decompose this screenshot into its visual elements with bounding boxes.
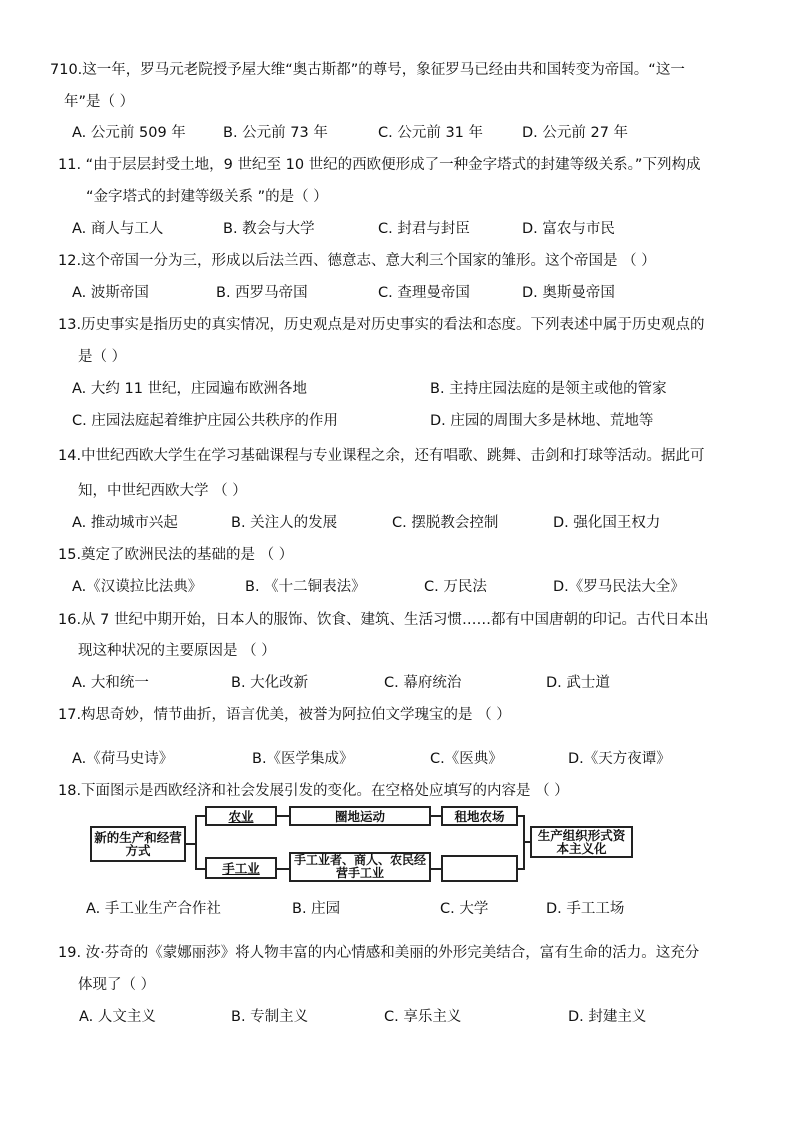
connector: [277, 815, 289, 817]
question-11-option-d[interactable]: D. 富农与市民: [522, 221, 615, 237]
question-19-stem: 19. 汝·芬奇的《蒙娜丽莎》将人物丰富的内心情感和美丽的外形完美结合，富有生命的活力。这充分: [58, 945, 700, 961]
question-11-stem-cont: “金字塔式的封建等级关系 ”的是（ ）: [86, 189, 328, 205]
diagram-box-handicraft: 手工业: [205, 857, 277, 879]
question-15-stem: 15.奠定了欧洲民法的基础的是 （ ）: [58, 547, 294, 563]
connector: [195, 868, 205, 870]
question-10-option-d[interactable]: D. 公元前 27 年: [522, 125, 629, 141]
question-12-option-d[interactable]: D. 奥斯曼帝国: [522, 285, 615, 301]
question-19-option-c[interactable]: C. 享乐主义: [384, 1009, 462, 1025]
question-18-stem: 18.下面图示是西欧经济和社会发展引发的变化。在空格处应填写的内容是 （ ）: [58, 783, 569, 799]
connector: [431, 868, 441, 870]
question-17-option-d[interactable]: D.《天方夜谭》: [568, 751, 671, 767]
connector: [277, 868, 289, 870]
question-13-stem: 13.历史事实是指历史的真实情况，历史观点是对历史事实的看法和态度。下列表述中属于历史观点的: [58, 317, 705, 333]
question-16-stem-cont: 现这种状况的主要原因是 （ ）: [78, 643, 276, 659]
question-10-option-a[interactable]: A. 公元前 509 年: [72, 125, 186, 141]
question-13-option-b[interactable]: B. 主持庄园法庭的是领主或他的管家: [430, 381, 667, 397]
question-14-stem: 14.中世纪西欧大学生在学习基础课程与专业课程之余，还有唱歌、跳舞、击剑和打球等活动。据此可: [58, 448, 705, 464]
diagram-blank-box[interactable]: [441, 855, 518, 882]
question-18-option-a[interactable]: A. 手工业生产合作社: [86, 901, 221, 917]
question-15-option-a[interactable]: A.《汉谟拉比法典》: [72, 579, 203, 595]
diagram-box-capitalism: 生产组织形式资本主义化: [530, 826, 633, 858]
question-12-option-b[interactable]: B. 西罗马帝国: [216, 285, 308, 301]
question-13-option-d[interactable]: D. 庄园的周围大多是林地、荒地等: [430, 413, 654, 429]
question-16-stem: 16.从 7 世纪中期开始，日本人的服饰、饮食、建筑、生活习惯……都有中国唐朝的印记。古代日本出: [58, 612, 709, 628]
question-16-option-c[interactable]: C. 幕府统治: [384, 675, 462, 691]
question-15-option-d[interactable]: D.《罗马民法大全》: [553, 579, 685, 595]
question-11-option-c[interactable]: C. 封君与封臣: [378, 221, 470, 237]
question-11-option-b[interactable]: B. 教会与大学: [223, 221, 315, 237]
diagram-box-tenant-farm: 租地农场: [441, 806, 518, 826]
question-16-option-d[interactable]: D. 武士道: [546, 675, 610, 691]
question-19-stem-cont: 体现了（ ）: [78, 977, 156, 993]
question-17-option-a[interactable]: A.《荷马史诗》: [72, 751, 174, 767]
question-12-option-a[interactable]: A. 波斯帝国: [72, 285, 149, 301]
connector: [431, 815, 441, 817]
question-18-option-c[interactable]: C. 大学: [440, 901, 489, 917]
question-14-option-d[interactable]: D. 强化国王权力: [553, 515, 661, 531]
question-19-option-a[interactable]: A. 人文主义: [79, 1009, 156, 1025]
connector: [523, 841, 530, 843]
question-13-option-c[interactable]: C. 庄园法庭起着维护庄园公共秩序的作用: [72, 413, 338, 429]
connector: [195, 815, 205, 817]
question-19-option-b[interactable]: B. 专制主义: [231, 1009, 309, 1025]
question-10-stem-cont: 年”是（ ）: [64, 94, 135, 110]
question-10-option-b[interactable]: B. 公元前 73 年: [223, 125, 328, 141]
question-14-stem-cont: 知，中世纪西欧大学 （ ）: [78, 483, 247, 499]
question-14-option-a[interactable]: A. 推动城市兴起: [72, 515, 178, 531]
diagram-box-merchants: 手工业者、商人、农民经营手工业: [289, 852, 431, 882]
question-11-stem: 11. “由于层层封受土地，9 世纪至 10 世纪的西欧便形成了一种金字塔式的封建等级关系。”下列构成: [58, 157, 701, 173]
diagram-box-new-production: 新的生产和经营方式: [90, 826, 186, 862]
question-10-stem: 710.这一年，罗马元老院授予屋大维“奥古斯都”的尊号，象征罗马已经由共和国转变为帝国。“这一: [50, 62, 685, 78]
connector: [195, 815, 197, 870]
question-14-option-b[interactable]: B. 关注人的发展: [231, 515, 338, 531]
question-19-option-d[interactable]: D. 封建主义: [568, 1009, 647, 1025]
question-13-stem-cont: 是（ ）: [78, 349, 127, 365]
question-14-option-c[interactable]: C. 摆脱教会控制: [392, 515, 499, 531]
diagram-box-agriculture: 农业: [205, 806, 277, 826]
question-11-option-a[interactable]: A. 商人与工人: [72, 221, 164, 237]
question-12-stem: 12.这个帝国一分为三，形成以后法兰西、德意志、意大利三个国家的雏形。这个帝国是 （ ）: [58, 253, 656, 269]
question-16-option-b[interactable]: B. 大化改新: [231, 675, 309, 691]
question-18-option-d[interactable]: D. 手工工场: [546, 901, 625, 917]
question-13-option-a[interactable]: A. 大约 11 世纪，庄园遍布欧洲各地: [72, 381, 308, 397]
question-18-option-b[interactable]: B. 庄园: [292, 901, 341, 917]
question-17-stem: 17.构思奇妙，情节曲折，语言优美，被誉为阿拉伯文学瑰宝的是 （ ）: [58, 707, 511, 723]
question-10-option-c[interactable]: C. 公元前 31 年: [378, 125, 484, 141]
question-15-option-c[interactable]: C. 万民法: [424, 579, 487, 595]
question-17-option-b[interactable]: B.《医学集成》: [252, 751, 354, 767]
diagram-box-enclosure: 圈地运动: [289, 806, 431, 826]
question-15-option-b[interactable]: B. 《十二铜表法》: [245, 579, 366, 595]
question-17-option-c[interactable]: C.《医典》: [430, 751, 503, 767]
question-12-option-c[interactable]: C. 查理曼帝国: [378, 285, 470, 301]
question-16-option-a[interactable]: A. 大和统一: [72, 675, 149, 691]
